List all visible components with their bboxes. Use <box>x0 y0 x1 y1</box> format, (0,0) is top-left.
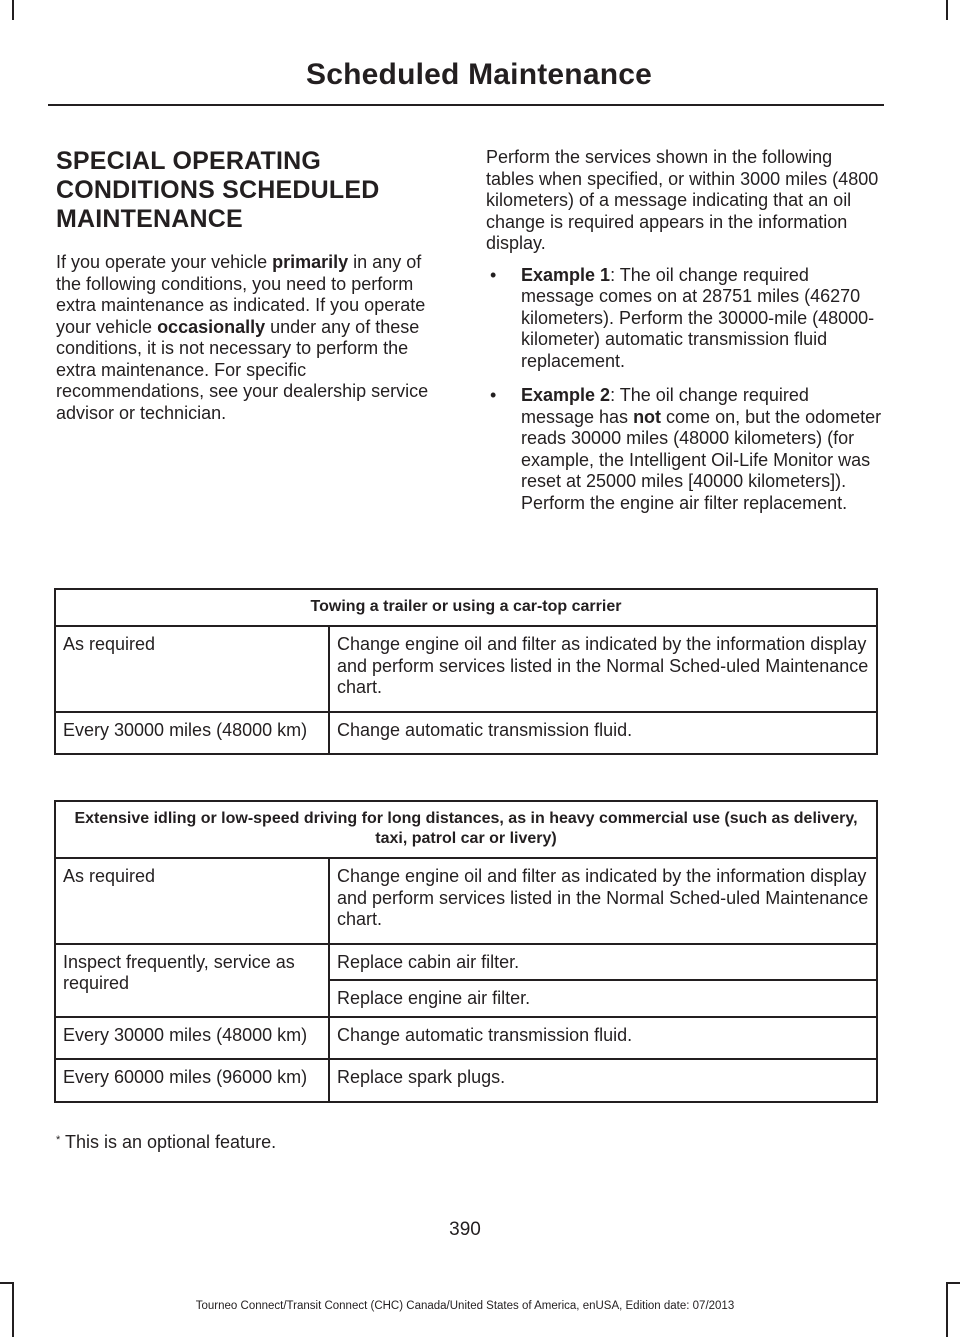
table-title: Towing a trailer or using a car-top carrier <box>55 589 877 626</box>
crop-mark-top-left-v <box>12 0 14 20</box>
service-cell: Replace cabin air filter. <box>329 944 877 981</box>
service-cell: Replace spark plugs. <box>329 1059 877 1102</box>
page-header-title: Scheduled Maintenance <box>306 58 652 91</box>
intro-text-c: in any of the following conditions, you need to perform extra maintenance as indicated. If you operate your vehicle <box>56 252 426 337</box>
footer-edition-text: Tourneo Connect/Transit Connect (CHC) Canada/United States of America, enUSA, Edition date: 07/2013 <box>195 1300 735 1312</box>
example-2-emphasis-not: not <box>633 406 662 427</box>
footnote-text: This is an optional feature. <box>60 1132 277 1152</box>
interval-cell: Inspect frequently, service as required <box>55 944 329 1017</box>
example-1-text: : The oil change required message comes on at 28751 miles (46270 kilometers). Perform the 30000-mile (48000-kilometer) automatic transmission fluid replacement. <box>521 264 875 371</box>
service-cell: Change automatic transmission fluid. <box>329 1017 877 1060</box>
section-heading-line-1: SPECIAL OPERATING <box>56 147 322 175</box>
crop-mark-bottom-right-v <box>946 1282 948 1337</box>
service-cell: Change engine oil and filter as indicated by the information display and perform services listed in the Normal Sched-uled Maintenance chart. <box>329 626 877 712</box>
table-row <box>55 858 877 944</box>
table-header-row <box>55 589 877 626</box>
footnote-mark: * <box>56 1134 61 1146</box>
example-2-text-a: : The oil change required message has <box>521 385 809 427</box>
right-column <box>486 147 882 527</box>
table-row <box>55 626 877 712</box>
examples-list <box>486 265 882 515</box>
list-item <box>486 265 882 373</box>
service-cell: Change automatic transmission fluid. <box>329 712 877 755</box>
intro-emphasis-occasionally: occasionally <box>157 316 266 337</box>
section-heading-line-3: MAINTENANCE <box>56 205 243 233</box>
service-cell: Replace engine air filter. <box>329 980 877 1017</box>
intro-paragraph <box>56 252 448 424</box>
example-1-label: Example 1 <box>521 264 611 285</box>
example-2-label: Example 2 <box>521 385 611 405</box>
list-item <box>486 385 882 514</box>
interval-cell: Every 60000 miles (96000 km) <box>55 1059 329 1102</box>
crop-mark-bottom-left-h <box>0 1282 14 1284</box>
towing-maintenance-table <box>54 588 878 755</box>
table-row <box>55 1059 877 1102</box>
intro-emphasis-primarily: primarily <box>272 252 349 272</box>
table-row <box>55 712 877 755</box>
intro-text-a: If you operate your vehicle <box>56 252 273 272</box>
left-column <box>56 147 448 424</box>
crop-mark-top-right-v <box>946 0 948 20</box>
header-rule <box>48 104 884 106</box>
crop-mark-bottom-right-h <box>946 1282 960 1284</box>
idling-maintenance-table <box>54 800 878 1103</box>
table-title: Extensive idling or low-speed driving for long distances, as in heavy commercial use (such as delivery, taxi, patrol car or livery) <box>55 801 877 858</box>
interval-cell: As required <box>55 858 329 944</box>
table-row <box>55 944 877 981</box>
interval-cell: Every 30000 miles (48000 km) <box>55 712 329 755</box>
services-paragraph: Perform the services shown in the following tables when specified, or within 3000 miles (4800 kilometers) of a message indicating that an oil change is required appears in the information display. <box>486 147 879 253</box>
page-number: 390 <box>449 1219 481 1240</box>
footnote <box>56 1132 276 1153</box>
interval-cell: Every 30000 miles (48000 km) <box>55 1017 329 1060</box>
section-heading-line-2: CONDITIONS SCHEDULED <box>56 176 380 204</box>
interval-cell: As required <box>55 626 329 712</box>
section-heading <box>56 147 448 234</box>
table-header-row <box>55 801 877 858</box>
intro-text-e: under any of these conditions, it is not necessary to perform the extra maintenance. For specific recommendations, see your dealership service advisor or technician. <box>56 316 429 423</box>
table-row <box>55 1017 877 1060</box>
service-cell: Change engine oil and filter as indicated by the information display and perform services listed in the Normal Sched-uled Maintenance chart. <box>329 858 877 944</box>
example-2-text-b: come on, but the odometer reads 30000 miles (48000 kilometers) (for example, the Intelligent Oil-Life Monitor was reset at 25000 miles [40000 kilometers]). Perform the engine air filter replacement. <box>521 406 882 513</box>
